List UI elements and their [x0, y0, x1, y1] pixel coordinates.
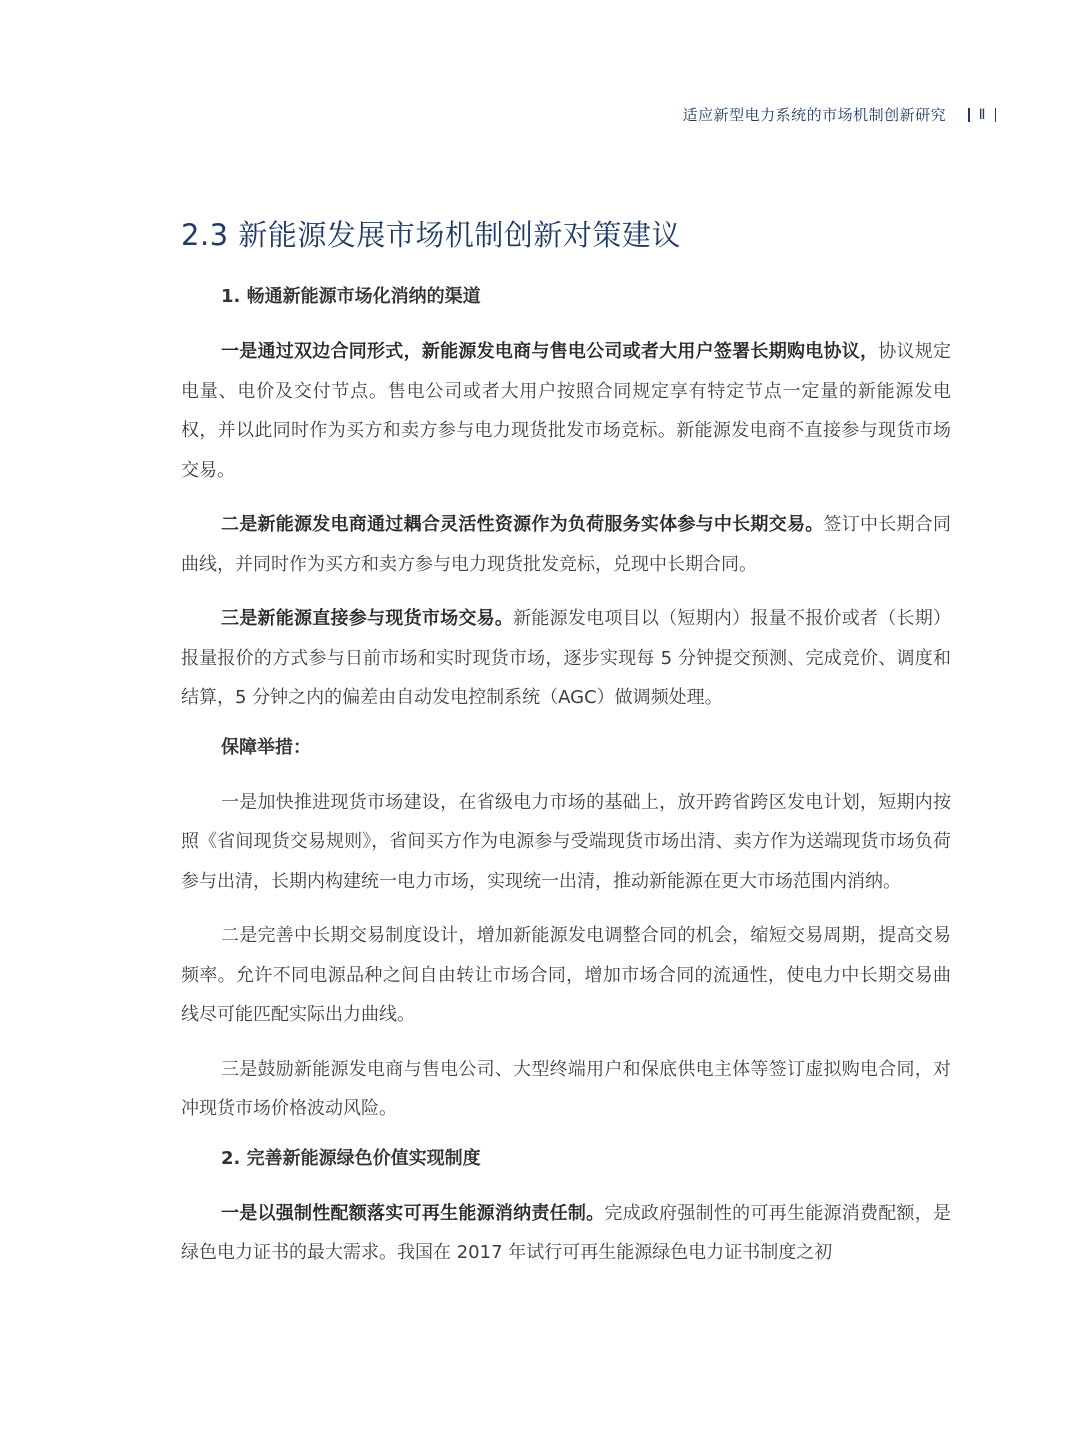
paragraph-body: 签订中长期合同曲线，并同时作为买方和卖方参与电力现货批发竞标，兑现中长期合同。	[181, 514, 952, 575]
paragraph	[181, 332, 951, 490]
chapter-marker	[968, 107, 996, 123]
book-title: 适应新型电力系统的市场机制创新研究	[682, 106, 947, 124]
paragraph-body: 新能源发电项目以（短期内）报量不报价或者（长期）报量报价的方式参与日前市场和实时现货市场，逐步实现每 5 分钟提交预测、完成竞价、调度和结算，5 分钟之内的偏差由自动发电控制系统（AGC）做调频处理。	[181, 608, 952, 708]
chapter-number: Ⅱ	[978, 106, 986, 123]
paragraph	[181, 599, 951, 718]
paragraph-lead: 一是通过双边合同形式，新能源发电商与售电公司或者大用户签署长期购电协议，	[221, 341, 879, 362]
paragraph-body: 协议规定电量、电价及交付节点。售电公司或者大用户按照合同规定享有特定节点一定量的新能源发电权，并以此同时作为买方和卖方参与电力现货批发市场竞标。新能源发电商不直接参与现货市场交易。	[181, 341, 952, 481]
measure-paragraph: 二是完善中长期交易制度设计，增加新能源发电调整合同的机会，缩短交易周期，提高交易频率。允许不同电源品种之间自由转让市场合同，增加市场合同的流通性，使电力中长期交易曲线尽可能匹配实际出力曲线。	[181, 925, 951, 1025]
paragraph-lead: 一是以强制性配额落实可再生能源消纳责任制。	[221, 1202, 605, 1224]
measures-heading: 保障举措：	[221, 736, 311, 758]
running-header	[683, 104, 996, 125]
measure-paragraph: 一是加快推进现货市场建设，在省级电力市场的基础上，放开跨省跨区发电计划，短期内按照《省间现货交易规则》，省间买方作为电源参与受端现货市场出清、卖方作为送端现货市场负荷参与出清，长期内构建统一电力市场，实现统一出清，推动新能源在更大市场范围内消纳。	[181, 791, 951, 892]
divider-bar-left	[968, 108, 970, 122]
divider-bar-right	[995, 108, 997, 122]
paragraph-lead: 三是新能源直接参与现货市场交易。	[221, 608, 514, 629]
measure-paragraph: 三是鼓励新能源发电商与售电公司、大型终端用户和保底供电主体等签订虚拟购电合同，对冲现货市场价格波动风险。	[181, 1058, 951, 1119]
paragraph-body: 完成政府强制性的可再生能源消费配额，是绿色电力证书的最大需求。我国在 2017 年试行可再生能源绿色电力证书制度之初	[181, 1202, 952, 1263]
page-content	[181, 214, 951, 1288]
subheading-2: 2. 完善新能源绿色价值实现制度	[221, 1147, 481, 1169]
paragraph	[181, 505, 951, 584]
section-title: 2.3 新能源发展市场机制创新对策建议	[181, 218, 681, 252]
paragraph-lead: 二是新能源发电商通过耦合灵活性资源作为负荷服务实体参与中长期交易。	[221, 514, 824, 535]
subheading-1: 1. 畅通新能源市场化消纳的渠道	[221, 286, 481, 307]
paragraph	[181, 1194, 951, 1273]
